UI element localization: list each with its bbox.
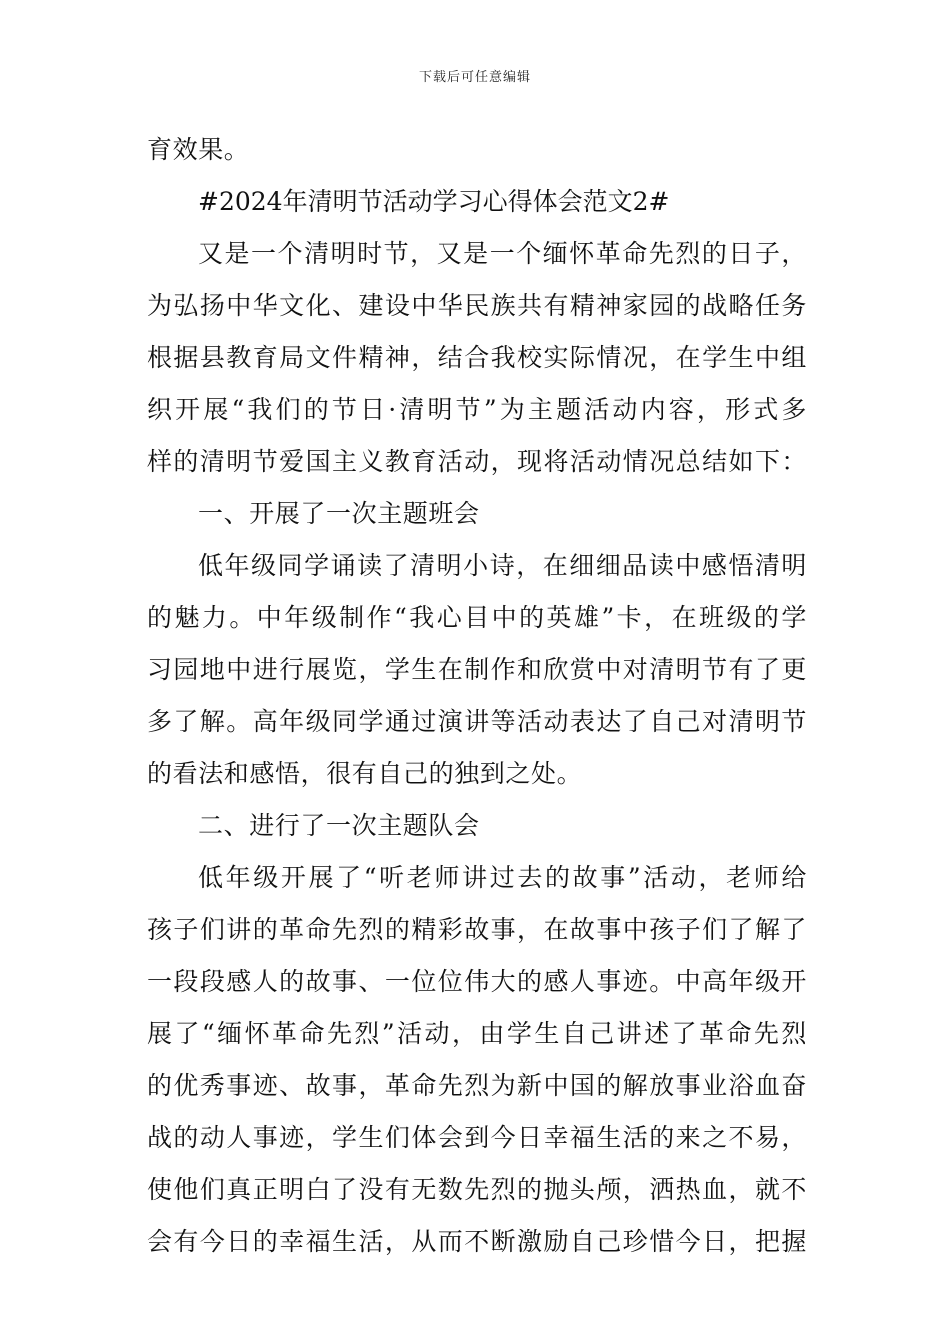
text-line: 低年级开展了“听老师讲过去的故事”活动，老师给 <box>198 863 807 892</box>
text-line: 样的清明节爱国主义教育活动，现将活动情况总结如下： <box>147 447 807 476</box>
text-line: 孩子们讲的革命先烈的精彩故事，在故事中孩子们了解了 <box>147 915 807 944</box>
text-line: 为弘扬中华文化、建设中华民族共有精神家园的战略任务 <box>147 291 807 320</box>
text-line: 习园地中进行展览，学生在制作和欣赏中对清明节有了更 <box>147 655 807 684</box>
text-line: 又是一个清明时节，又是一个缅怀革命先烈的日子， <box>198 239 807 268</box>
text-line: 一段段感人的故事、一位位伟大的感人事迹。中高年级开 <box>147 967 807 996</box>
document-body <box>147 124 807 1268</box>
text-line: 低年级同学诵读了清明小诗，在细细品读中感悟清明 <box>198 551 807 580</box>
text-line: 展了“缅怀革命先烈”活动，由学生自己讲述了革命先烈 <box>147 1019 807 1048</box>
section-title: #2024年清明节活动学习心得体会范文2# <box>198 187 670 216</box>
text-line: 多了解。高年级同学通过演讲等活动表达了自己对清明节 <box>147 707 807 736</box>
text-line: 的优秀事迹、故事，革命先烈为新中国的解放事业浴血奋 <box>147 1071 807 1100</box>
page-header-note: 下载后可任意编辑 <box>418 70 531 85</box>
text-line: 根据县教育局文件精神，结合我校实际情况，在学生中组 <box>147 343 807 372</box>
subheading: 一、开展了一次主题班会 <box>198 499 480 528</box>
text-line: 战的动人事迹，学生们体会到今日幸福生活的来之不易， <box>147 1123 807 1152</box>
text-line: 的魅力。中年级制作“我心目中的英雄”卡，在班级的学 <box>147 603 807 632</box>
text-line: 会有今日的幸福生活，从而不断激励自己珍惜今日，把握 <box>147 1227 807 1256</box>
text-line: 育效果。 <box>147 135 250 164</box>
text-line: 织开展“我们的节日·清明节”为主题活动内容，形式多 <box>147 395 807 424</box>
text-line: 使他们真正明白了没有无数先烈的抛头颅，洒热血，就不 <box>147 1175 807 1204</box>
text-line: 的看法和感悟，很有自己的独到之处。 <box>147 759 583 788</box>
subheading: 二、进行了一次主题队会 <box>198 811 480 840</box>
